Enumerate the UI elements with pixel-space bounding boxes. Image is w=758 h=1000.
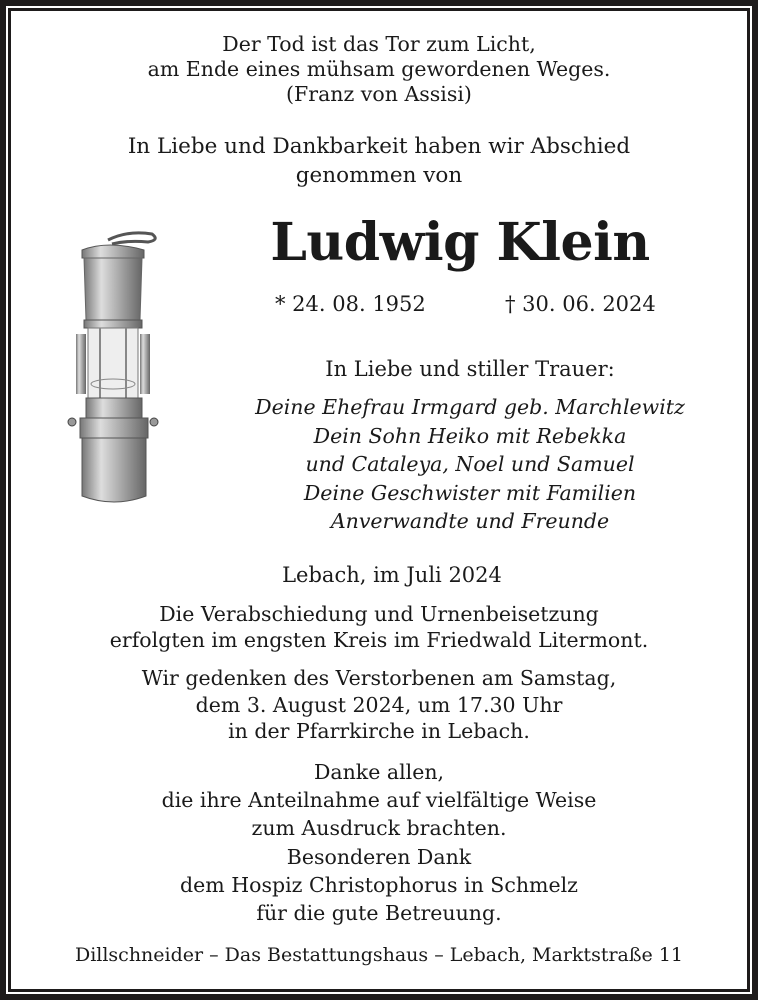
funeral-home-footer: Dillschneider – Das Bestattungshaus – Lebach, Marktstraße 11 (74, 944, 684, 966)
memorial-info (0, 665, 758, 745)
quote-line: Der Tod ist das Tor zum Licht, (222, 32, 536, 56)
quote-line: am Ende eines mühsam gewordenen Weges. (147, 57, 611, 81)
thanks-line: zum Ausdruck brachten. (251, 816, 507, 841)
quote-author: (Franz von Assisi) (286, 82, 472, 106)
intro-line: genommen von (295, 163, 463, 188)
thanks-line: Besonderen Dank (286, 844, 472, 869)
intro (0, 132, 758, 190)
mourner-line: Deine Ehefrau Irmgard geb. Marchlewitz (255, 395, 685, 419)
place-date: Lebach, im Juli 2024 (282, 563, 502, 587)
mourners-list (240, 393, 700, 536)
deceased-name: Ludwig Klein (270, 212, 650, 273)
thanks-line: die ihre Anteilnahme auf vielfältige Weise (161, 788, 597, 813)
memorial-line: Wir gedenken des Verstorbenen am Samstag, (141, 666, 617, 690)
memorial-line: in der Pfarrkirche in Lebach. (228, 719, 530, 743)
mourners-heading: In Liebe und stiller Trauer: (325, 357, 615, 381)
thanks-line: für die gute Betreuung. (256, 901, 502, 926)
mourner-line: und Cataleya, Noel und Samuel (305, 452, 635, 476)
thanks (0, 758, 758, 927)
memorial-line: dem 3. August 2024, um 17.30 Uhr (195, 692, 563, 717)
burial-line: erfolgten im engsten Kreis im Friedwald Litermont. (109, 628, 649, 652)
death-date: † 30. 06. 2024 (505, 292, 656, 316)
mourner-line: Dein Sohn Heiko mit Rebekka (313, 423, 627, 448)
burial-line: Die Verabschiedung und Urnenbeisetzung (159, 602, 599, 626)
thanks-line: Danke allen, (313, 760, 445, 784)
mourner-line: Anverwandte und Freunde (330, 509, 610, 533)
intro-line: In Liebe und Dankbarkeit haben wir Abschied (127, 134, 631, 159)
birth-date: * 24. 08. 1952 (275, 292, 426, 316)
miner-lamp-icon (48, 226, 168, 516)
burial-info (0, 601, 758, 653)
mourner-line: Deine Geschwister mit Familien (303, 480, 637, 505)
quote (0, 32, 758, 107)
thanks-line: dem Hospiz Christophorus in Schmelz (180, 872, 578, 897)
